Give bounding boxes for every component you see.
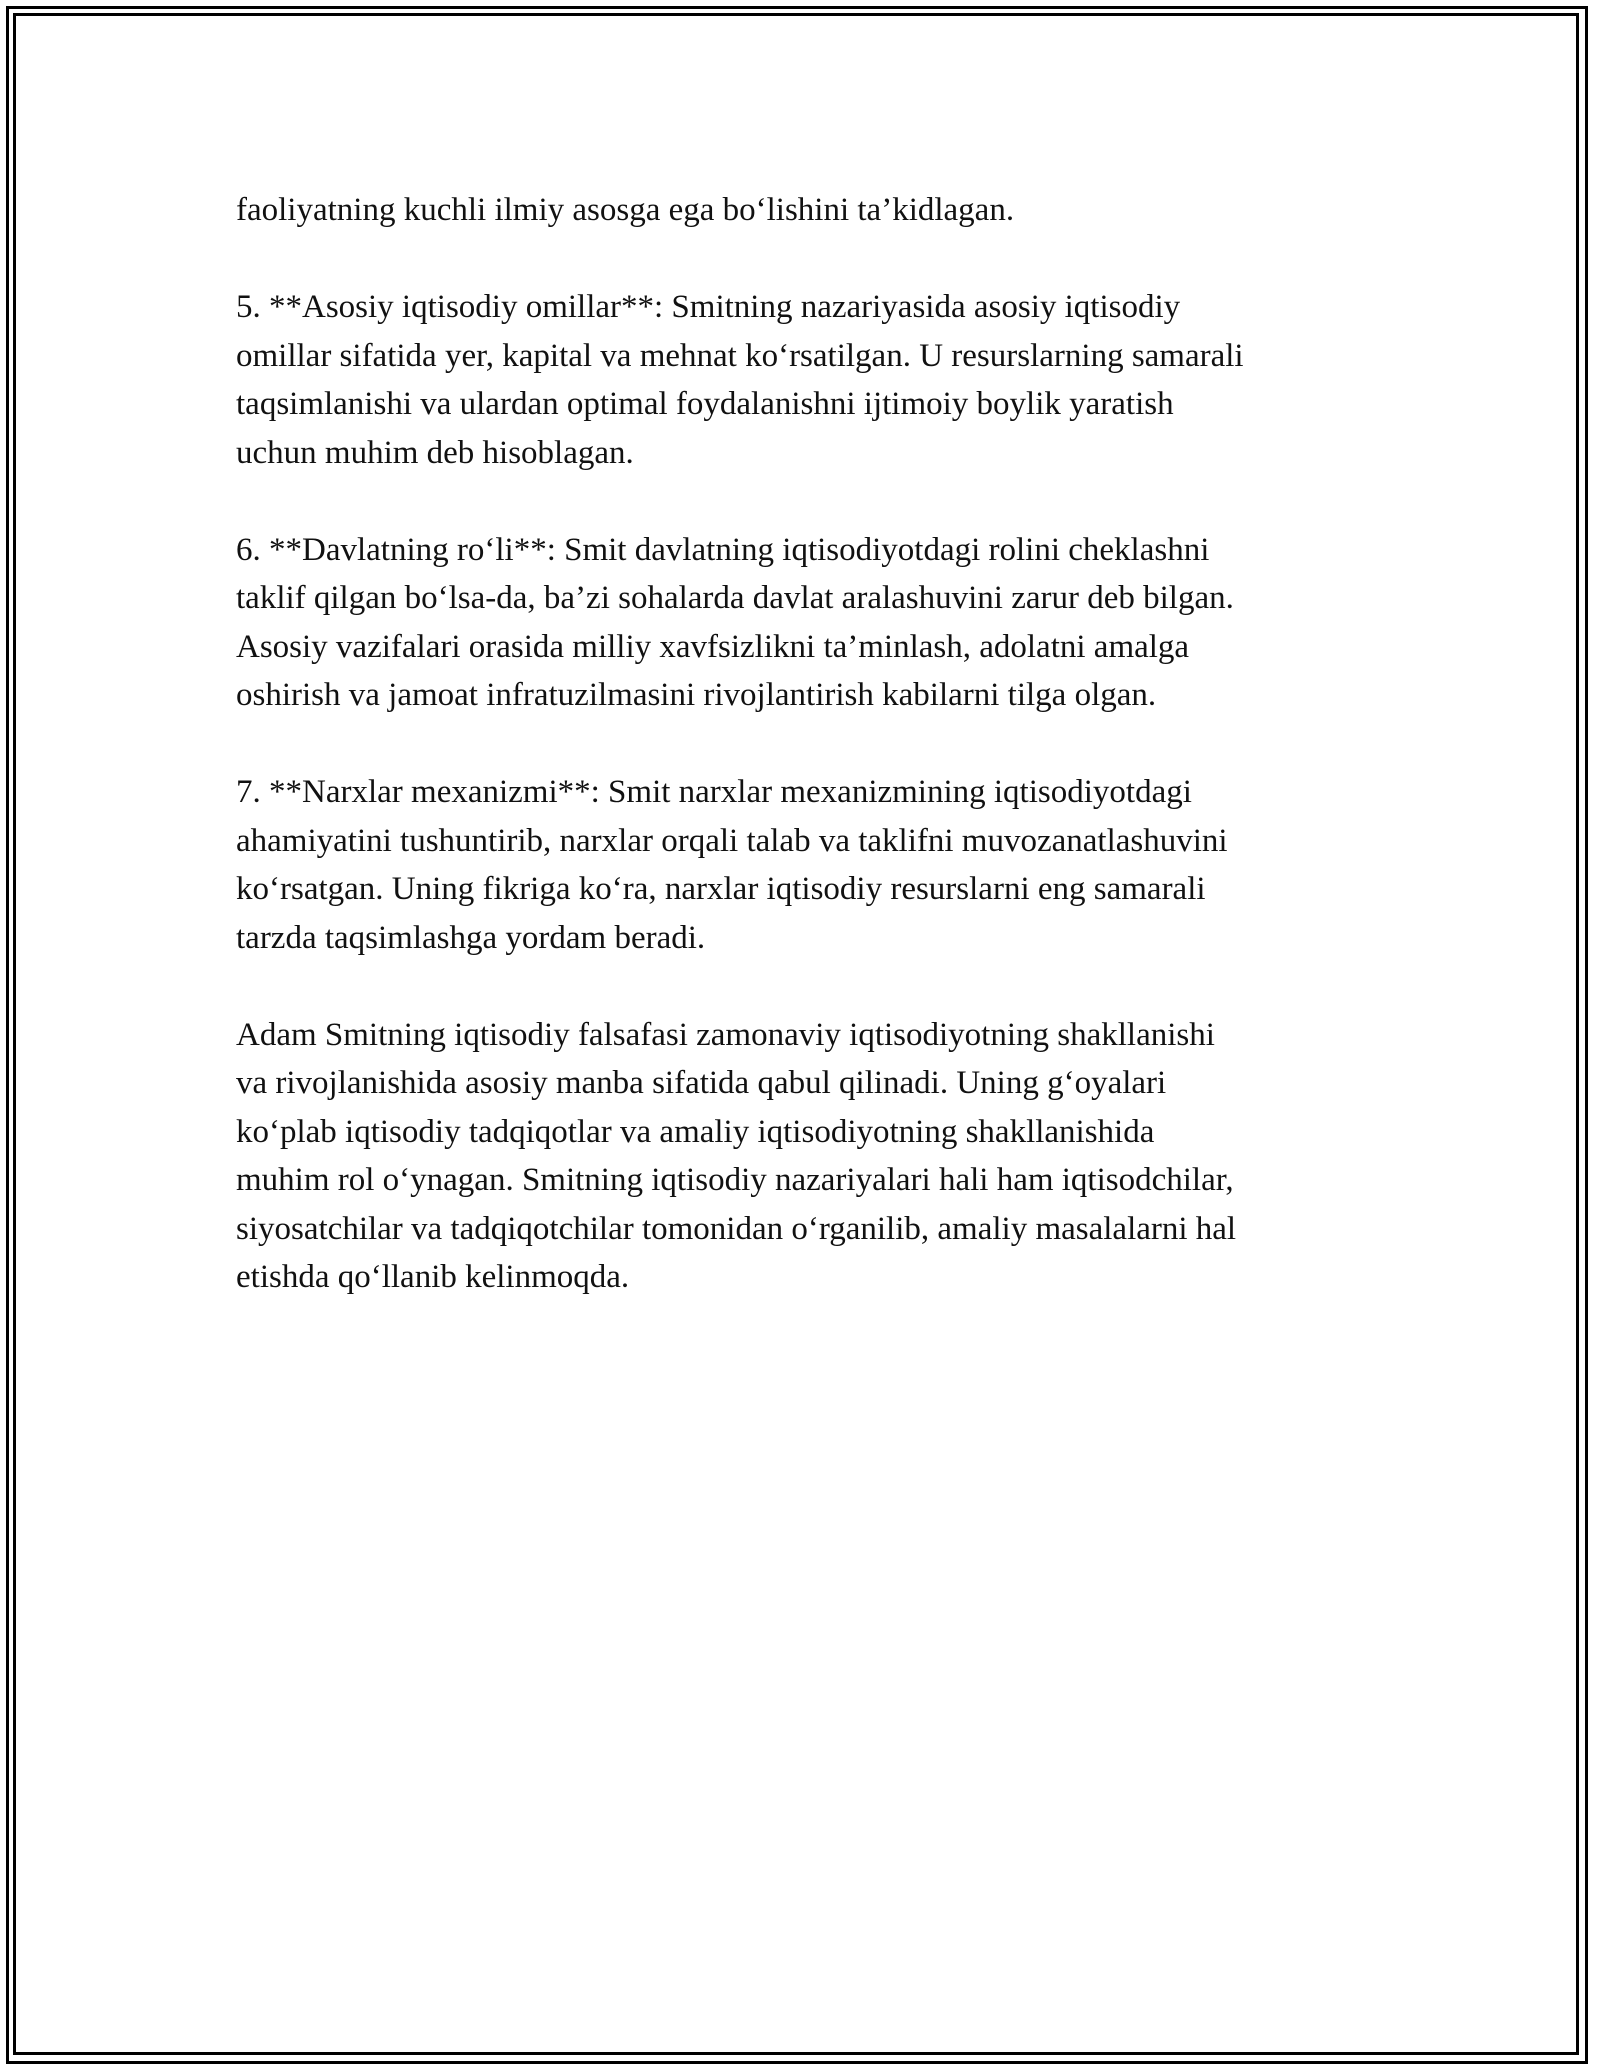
text-line: ahamiyatini tushuntirib, narxlar orqali talab va taklifni muvozanatlashuvini <box>236 822 1228 859</box>
text-line: taqsimlanishi va ulardan optimal foydalanishni ijtimoiy boylik yaratish <box>236 386 1174 422</box>
text-line: 7. **Narxlar mexanizmi**: Smit narxlar mexanizmining iqtisodiyotdagi <box>236 774 1192 810</box>
text-line: faoliyatning kuchli ilmiy asosga ega bo‘lishini ta’kidlagan. <box>236 192 1015 228</box>
text-line: 5. **Asosiy iqtisodiy omillar**: Smitning nazariyasida asosiy iqtisodiy <box>236 289 1181 325</box>
text-line: 6. **Davlatning ro‘li**: Smit davlatning iqtisodiyotdagi rolini cheklashni <box>236 531 1210 568</box>
paragraph-conclusion <box>236 1011 1376 1302</box>
text-line: muhim rol o‘ynagan. Smitning iqtisodiy nazariyalari hali ham iqtisodchilar, <box>236 1162 1234 1198</box>
document-body <box>236 186 1376 1302</box>
text-line: omillar sifatida yer, kapital va mehnat ko‘rsatilgan. U resurslarning samarali <box>236 337 1244 374</box>
text-line: va rivojlanishida asosiy manba sifatida qabul qilinadi. Uning g‘oyalari <box>236 1065 1167 1101</box>
text-line: ko‘plab iqtisodiy tadqiqotlar va amaliy iqtisodiyotning shakllanishida <box>236 1113 1155 1150</box>
text-line: siyosatchilar va tadqiqotchilar tomonidan o‘rganilib, amaliy masalalarni hal <box>236 1210 1237 1247</box>
paragraph-item-7 <box>236 768 1376 962</box>
paragraph-item-5 <box>236 283 1376 477</box>
text-line: Adam Smitning iqtisodiy falsafasi zamonaviy iqtisodiyotning shakllanishi <box>236 1016 1215 1053</box>
text-line: oshirish va jamoat infratuzilmasini rivojlantirish kabilarni tilga olgan. <box>236 677 1157 713</box>
paragraph-gap <box>236 477 1376 526</box>
text-line: uchun muhim deb hisoblagan. <box>236 434 634 471</box>
paragraph-gap <box>236 962 1376 1011</box>
paragraph-gap <box>236 235 1376 284</box>
text-line: Asosiy vazifalari orasida milliy xavfsizlikni ta’minlash, adolatni amalga <box>236 628 1190 665</box>
text-line: etishda qo‘llanib kelinmoqda. <box>236 1259 630 1295</box>
text-line: ko‘rsatgan. Uning fikriga ko‘ra, narxlar iqtisodiy resurslarni eng samarali <box>236 871 1206 907</box>
text-line: taklif qilgan bo‘lsa-da, ba’zi sohalarda davlat aralashuvini zarur deb bilgan. <box>236 580 1234 616</box>
paragraph-item-6 <box>236 526 1376 720</box>
paragraph-gap <box>236 720 1376 769</box>
paragraph <box>236 186 1376 235</box>
text-line: tarzda taqsimlashga yordam beradi. <box>236 919 706 956</box>
